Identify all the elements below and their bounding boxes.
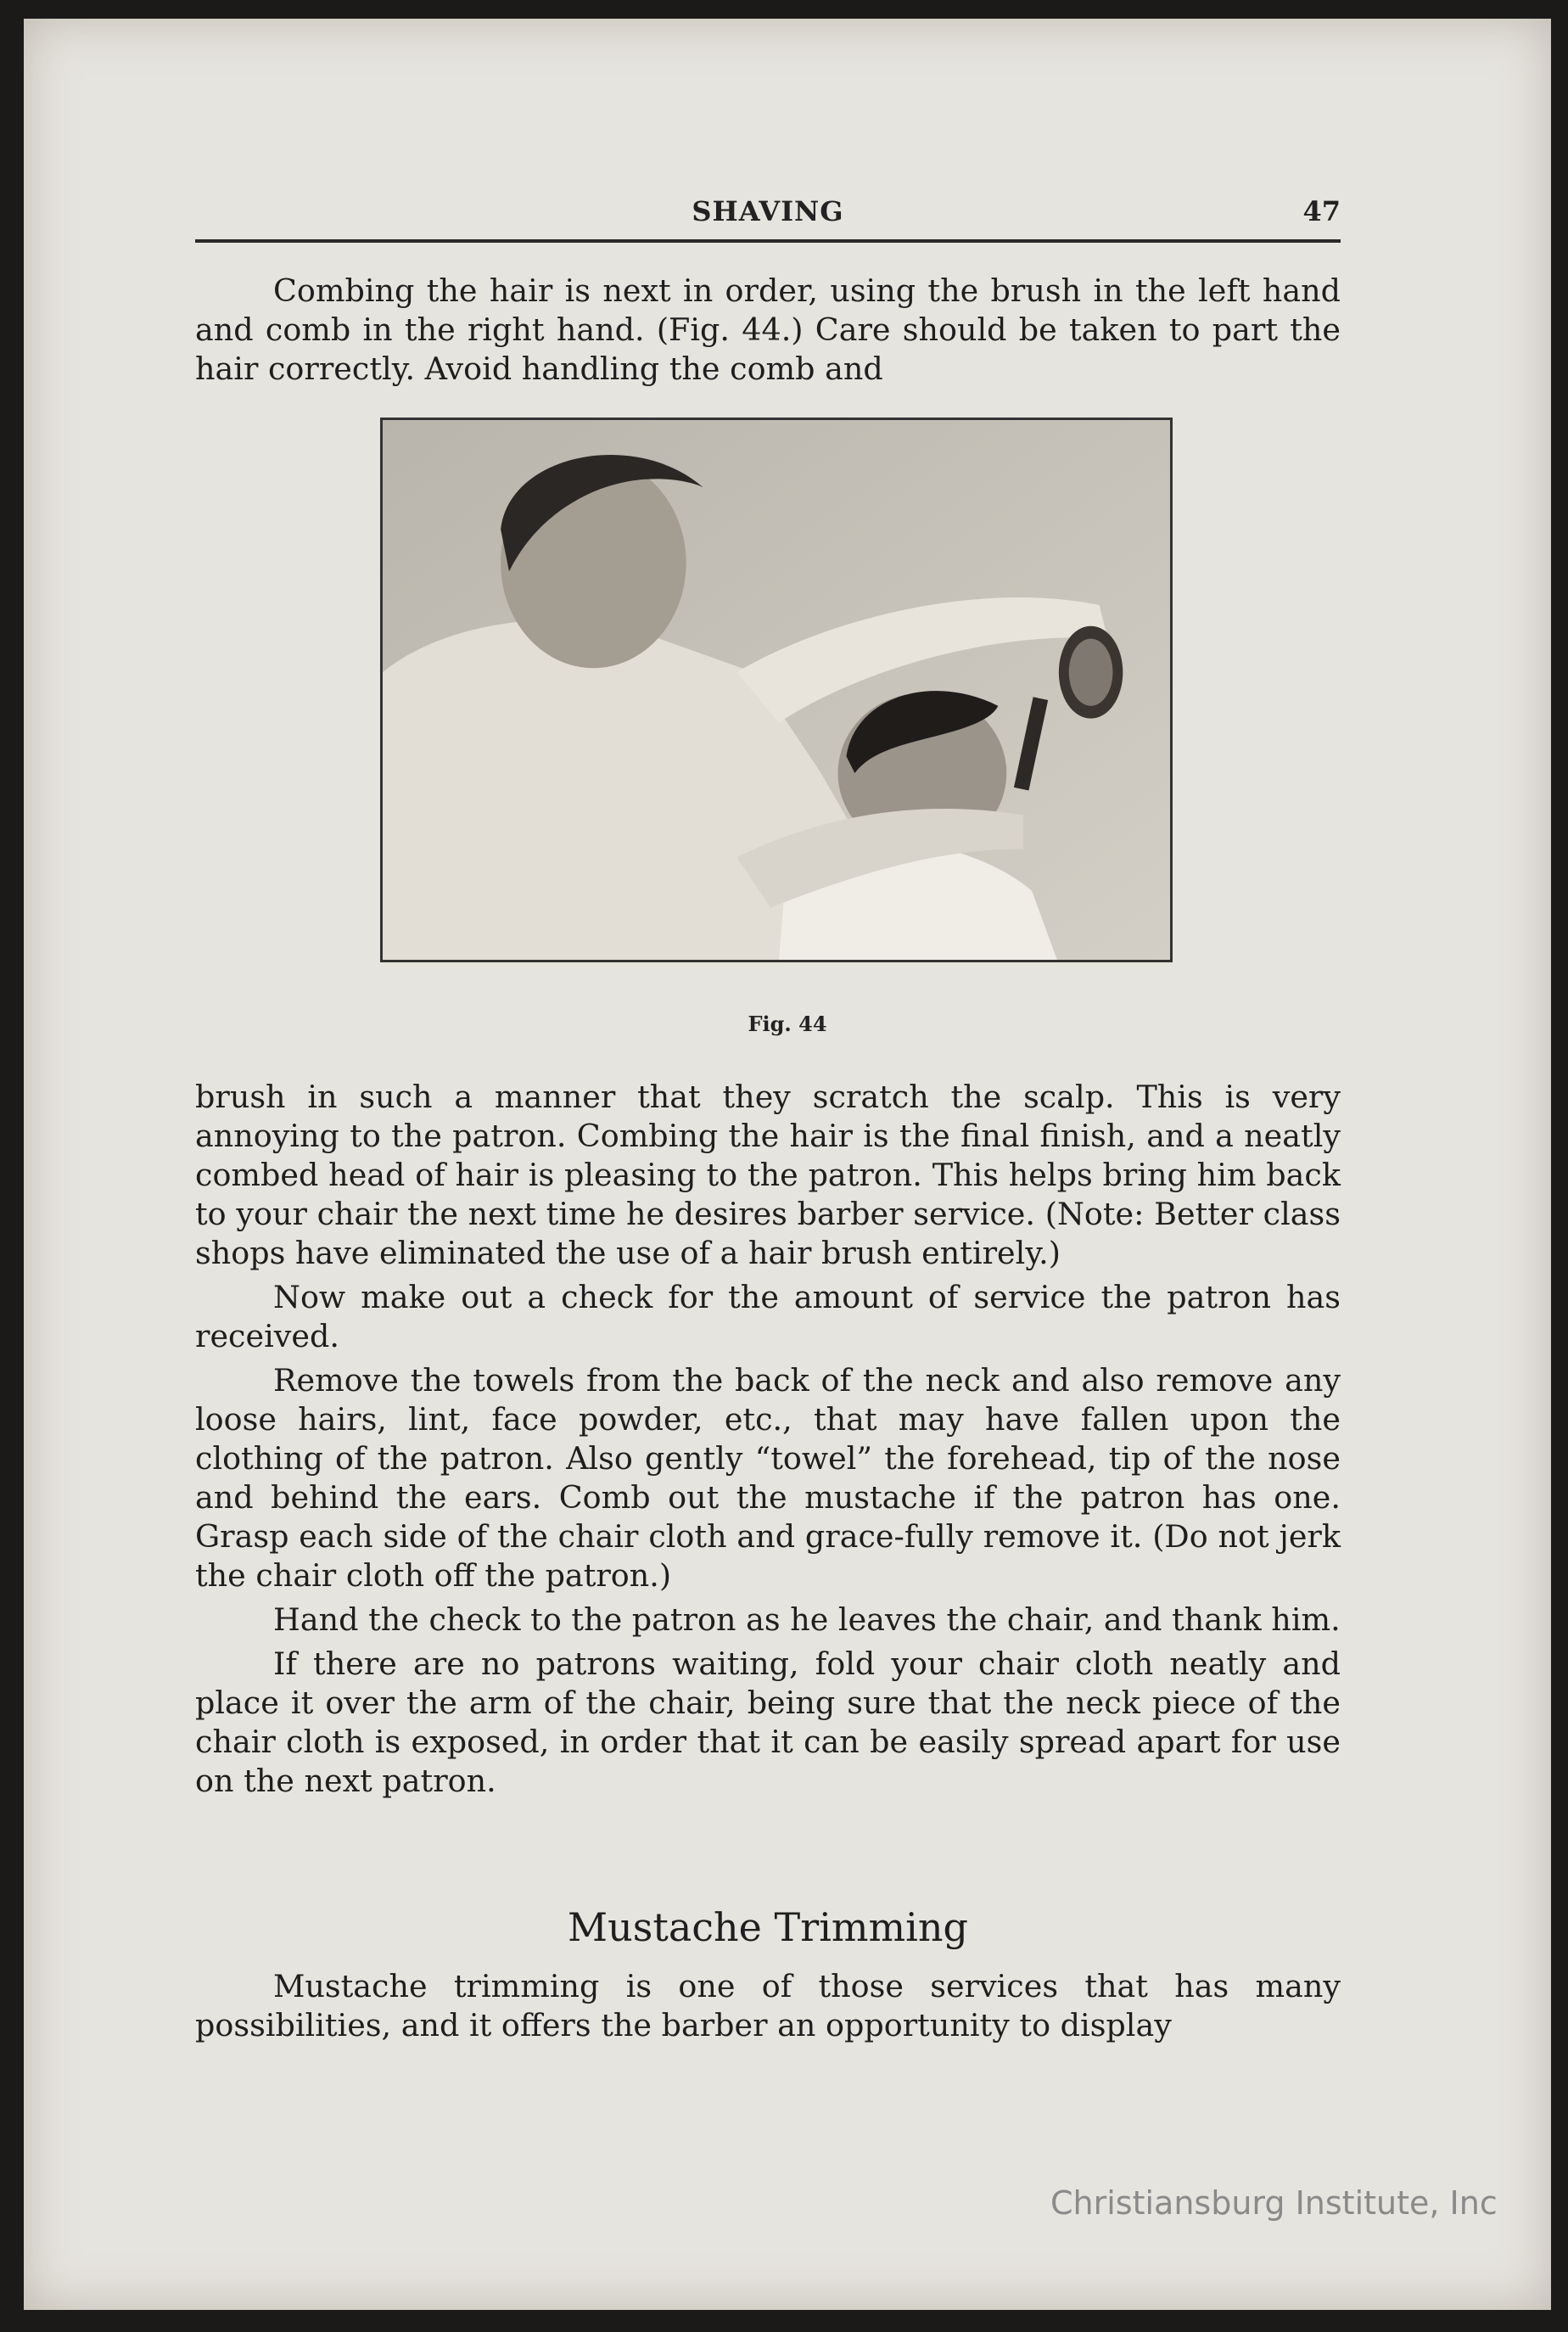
paragraph: If there are no patrons waiting, fold your chair cloth neatly and place it over the arm of the chair, being sure that the neck piece of the chair cloth is exposed, in order that it can be easily spread apart for use on the next patron.: [195, 1645, 1341, 1799]
text-block-bottom: [195, 1967, 1341, 2050]
paragraph: Hand the check to the patron as he leaves the chair, and thank him.: [273, 1601, 1341, 1638]
barber-photo-illustration: [383, 420, 1170, 960]
paragraph: Combing the hair is next in order, using the brush in the left hand and comb in the right hand. (Fig. 44.) Care should be taken to part the hair correctly. Avoid handling the comb and: [195, 272, 1341, 387]
running-title: SHAVING: [692, 195, 844, 227]
book-page: [24, 19, 1551, 2310]
section-heading: Mustache Trimming: [568, 1904, 968, 1950]
text-block-top: [195, 272, 1341, 394]
paragraph: Remove the towels from the back of the neck and also remove any loose hairs, lint, face powder, etc., that may have fallen upon the clothing of the patron. Also gently “towel” the forehead, tip of the nose and behind the ears. Comb out the mustache if the patron has one. Grasp each side of the chair cloth and grace-fully remove it. (Do not jerk the chair cloth off the patron.): [195, 1362, 1341, 1594]
page-number: 47: [1302, 195, 1341, 227]
paragraph: Mustache trimming is one of those services that has many possibilities, and it offers the barber an opportunity to display: [195, 1968, 1341, 2043]
paragraph: Now make out a check for the amount of service the patron has received.: [195, 1279, 1341, 1354]
watermark-text: Christiansburg Institute, Inc: [1050, 2184, 1498, 2222]
paragraph-continued: brush in such a manner that they scratch the scalp. This is very annoying to the patron. Combing the hair is the final finish, and a neatly combed head of hair is pleasing to the patron. This helps bring him back to your chair the next time he desires barber service. (Note: Better class shops have eliminated the use of a hair brush entirely.): [195, 1079, 1341, 1271]
figure-caption: Fig. 44: [748, 1012, 827, 1036]
figure-photo: [380, 418, 1173, 962]
text-block-middle: [195, 1078, 1341, 1806]
page-header: [195, 180, 1341, 243]
